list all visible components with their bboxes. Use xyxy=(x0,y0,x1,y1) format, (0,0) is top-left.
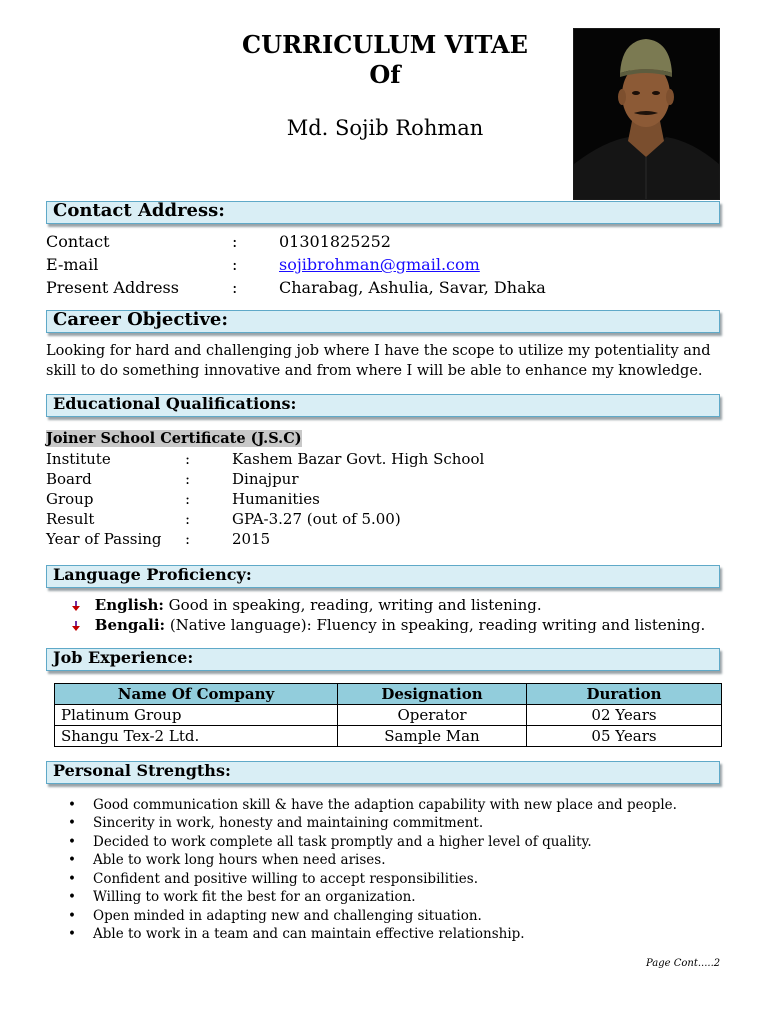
edu-separator: : xyxy=(185,490,191,508)
edu-value: 2015 xyxy=(232,530,271,548)
language-item xyxy=(70,596,542,614)
designation-cell: Sample Man xyxy=(338,726,527,747)
language-desc: (Native language): Fluency in speaking, reading writing and listening. xyxy=(165,616,706,634)
strength-text: Willing to work fit the best for an organization. xyxy=(93,889,416,905)
edu-value: GPA-3.27 (out of 5.00) xyxy=(232,510,401,528)
table-header-row xyxy=(55,684,722,705)
edu-separator: : xyxy=(185,510,191,528)
bullet-icon: • xyxy=(68,834,76,850)
column-header-designation: Designation xyxy=(338,684,527,705)
section-personal-strengths xyxy=(46,761,720,784)
exam-title-text: Joiner School Certificate (J.S.C) xyxy=(46,430,302,447)
column-header-company: Name Of Company xyxy=(55,684,338,705)
strength-text: Confident and positive willing to accept responsibilities. xyxy=(93,871,478,887)
section-heading: Contact Address: xyxy=(53,200,225,221)
email-separator: : xyxy=(232,255,238,274)
strength-item xyxy=(68,797,677,813)
address-label: Present Address xyxy=(46,278,179,297)
strength-text: Open minded in adapting new and challenging situation. xyxy=(93,908,482,924)
portrait-icon xyxy=(574,29,719,199)
section-education xyxy=(46,394,720,417)
strength-text: Good communication skill & have the adaption capability with new place and people. xyxy=(93,797,677,813)
table-row xyxy=(55,705,722,726)
cv-title: CURRICULUM VITAE xyxy=(242,30,528,59)
strength-item xyxy=(68,889,416,905)
bullet-icon: • xyxy=(68,871,76,887)
arrow-bullet-icon xyxy=(70,600,82,612)
edu-label: Institute xyxy=(46,450,111,468)
edu-value: Humanities xyxy=(232,490,320,508)
candidate-name: Md. Sojib Rohman xyxy=(286,116,484,140)
designation-cell: Operator xyxy=(338,705,527,726)
edu-label: Board xyxy=(46,470,92,488)
bullet-icon: • xyxy=(68,852,76,868)
language-name: English: xyxy=(94,596,164,614)
bullet-icon: • xyxy=(68,926,76,942)
edu-value: Dinajpur xyxy=(232,470,299,488)
edu-separator: : xyxy=(185,450,191,468)
section-heading: Language Proficiency: xyxy=(53,565,252,584)
strength-text: Able to work long hours when need arises. xyxy=(93,852,386,868)
bullet-icon: • xyxy=(68,815,76,831)
portrait-photo xyxy=(573,28,720,200)
strength-item xyxy=(68,815,483,831)
contact-phone: 01301825252 xyxy=(279,232,391,251)
email-label: E-mail xyxy=(46,255,99,274)
section-heading: Career Objective: xyxy=(53,309,229,330)
job-experience-table xyxy=(54,683,722,747)
language-desc: Good in speaking, reading, writing and listening. xyxy=(163,596,542,614)
page-continuation-note: Page Cont.....2 xyxy=(646,958,721,969)
strength-item xyxy=(68,871,478,887)
cv-title-of: Of xyxy=(369,60,401,89)
duration-cell: 05 Years xyxy=(527,726,722,747)
strength-text: Sincerity in work, honesty and maintaining commitment. xyxy=(93,815,484,831)
bullet-icon: • xyxy=(68,797,76,813)
email-link[interactable]: sojibrohman@gmail.com xyxy=(279,255,480,274)
section-language xyxy=(46,565,720,588)
language-name: Bengali: xyxy=(94,616,166,634)
edu-label: Group xyxy=(46,490,94,508)
section-heading: Educational Qualifications: xyxy=(53,394,297,413)
duration-cell: 02 Years xyxy=(527,705,722,726)
strength-text: Decided to work complete all task promptly and a higher level of quality. xyxy=(93,834,592,850)
exam-title xyxy=(46,429,302,447)
edu-label: Year of Passing xyxy=(46,530,162,548)
company-cell: Shangu Tex-2 Ltd. xyxy=(55,726,338,747)
contact-label: Contact xyxy=(46,232,110,251)
section-heading: Job Experience: xyxy=(53,648,194,667)
section-career-objective xyxy=(46,310,720,333)
arrow-bullet-icon xyxy=(70,620,82,632)
address-value: Charabag, Ashulia, Savar, Dhaka xyxy=(279,278,546,297)
strength-text: Able to work in a team and can maintain effective relationship. xyxy=(93,926,525,942)
career-objective-text: Looking for hard and challenging job where I have the scope to utilize my potentiality and skill to do something innovative and from where I will be able to enhance my knowledge. xyxy=(46,343,711,379)
strength-item xyxy=(68,926,525,942)
column-header-duration: Duration xyxy=(527,684,722,705)
language-item xyxy=(70,616,705,634)
edu-separator: : xyxy=(185,530,191,548)
address-separator: : xyxy=(232,278,238,297)
contact-separator: : xyxy=(232,232,238,251)
strength-item xyxy=(68,834,592,850)
bullet-icon: • xyxy=(68,908,76,924)
section-job-experience xyxy=(46,648,720,671)
strength-item xyxy=(68,852,386,868)
edu-separator: : xyxy=(185,470,191,488)
section-contact-address xyxy=(46,201,720,224)
edu-value: Kashem Bazar Govt. High School xyxy=(232,450,485,468)
strength-item xyxy=(68,908,482,924)
bullet-icon: • xyxy=(68,889,76,905)
edu-label: Result xyxy=(46,510,95,528)
table-row xyxy=(55,726,722,747)
section-heading: Personal Strengths: xyxy=(53,761,231,780)
company-cell: Platinum Group xyxy=(55,705,338,726)
